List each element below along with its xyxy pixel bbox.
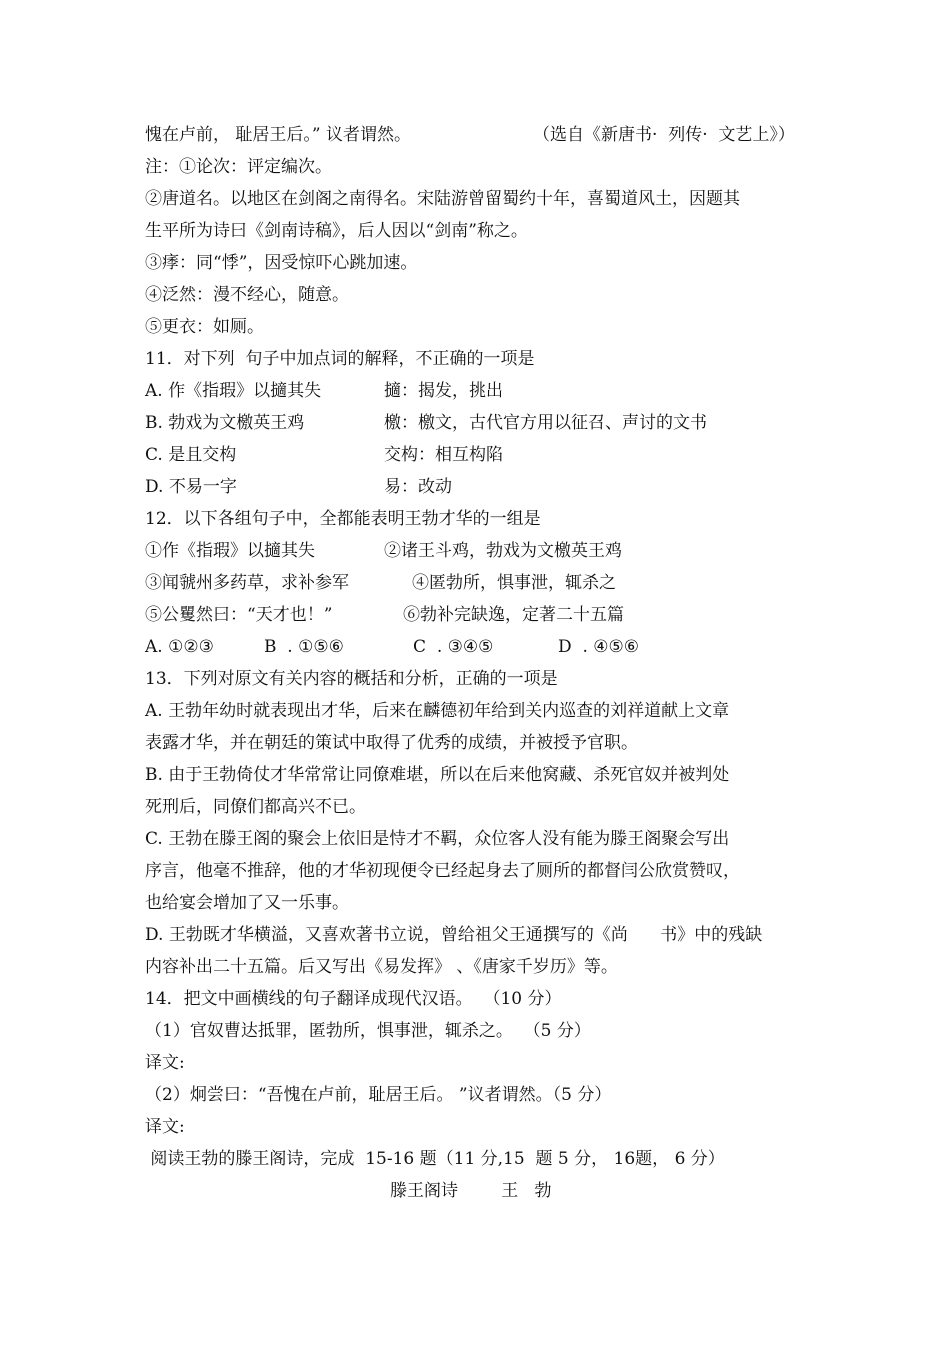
text-line: 也给宴会增加了又一乐事。 [145,893,349,913]
q11-option-left: B. 勃戏为文檄英王鸡 [145,413,305,433]
q11-option-right: 擿：揭发，挑出 [384,381,503,401]
q12-item-right: ②诸王斗鸡，勃戏为文檄英王鸡 [384,541,622,561]
q12-option: C . ③④⑤ [413,637,494,657]
question-14-stem: 14．把文中画横线的句子翻译成现代汉语。 （10 分） [145,989,562,1009]
poem-title: 滕王阁诗 王 勃 [390,1181,552,1201]
q12-item-left: ①作《指瑕》以擿其失 [145,541,315,561]
q12-option: A. ①②③ [145,637,214,657]
text-line: 死刑后，同僚们都高兴不已。 [145,797,366,817]
translation-label: 译文: [145,1053,185,1073]
text-line: 序言，他毫不推辞，他的才华初现便令已经起身去了厕所的都督闫公欣赏赞叹， [145,861,740,881]
text-line: 愧在卢前， 耻居王后。” 议者谓然。 [145,125,411,145]
text-line: C. 王勃在滕王阁的聚会上依旧是恃才不羁，众位客人没有能为滕王阁聚会写出 [145,829,730,849]
question-12-stem: 12．以下各组句子中，全都能表明王勃才华的一组是 [145,509,541,529]
q11-option-right: 檄：檄文，古代官方用以征召、声讨的文书 [384,413,707,433]
note-line: ②唐道名。以地区在剑阁之南得名。宋陆游曾留蜀约十年，喜蜀道风土，因题其 [145,189,740,209]
note-line: ⑤更衣：如厕。 [145,317,264,337]
q12-item-left: ⑤公矍然曰：“天才也！” [145,605,333,625]
q11-option-right: 交构：相互构陷 [384,445,503,465]
note-line: ④泛然：漫不经心，随意。 [145,285,349,305]
question-13-stem: 13．下列对原文有关内容的概括和分析，正确的一项是 [145,669,558,689]
note-line: 注：①论次：评定编次。 [145,157,332,177]
q12-item-right: ④匿勃所，惧事泄，辄杀之 [412,573,616,593]
note-line: 生平所为诗曰《剑南诗稿》，后人因以“剑南”称之。 [145,221,528,241]
text-line: B. 由于王勃倚仗才华常常让同僚难堪，所以在后来他窝藏、杀死官奴并被判处 [145,765,730,785]
q12-item-right: ⑥勃补完缺逸，定著二十五篇 [403,605,624,625]
text-line: A. 王勃年幼时就表现出才华，后来在麟德初年给到关内巡查的刘祥道献上文章 [145,701,730,721]
q12-option: D . ④⑤⑥ [558,637,639,657]
q12-option: B . ①⑤⑥ [264,637,344,657]
question-11-stem: 11．对下列 句子中加点词的解释，不正确的一项是 [145,349,535,369]
q11-option-right: 易：改动 [384,477,452,497]
q11-option-left: D. 不易一字 [145,477,237,497]
q11-option-left: A. 作《指瑕》以擿其失 [145,381,322,401]
translation-label: 译文: [145,1117,185,1137]
text-line: D. 王勃既才华横溢，又喜欢著书立说，曾给祖父王通撰写的《尚 书》中的残缺 [145,925,763,945]
note-line: ③痵：同“悸”，因受惊吓心跳加速。 [145,253,418,273]
q11-option-left: C. 是且交构 [145,445,237,465]
text-line: 内容补出二十五篇。后又写出《易发挥》 、《唐家千岁历》等。 [145,957,618,977]
text-line: （2）炯尝曰：“吾愧在卢前，耻居王后。 ”议者谓然。（5 分） [145,1085,612,1105]
text-line: （1）官奴曹达抵罪，匿勃所，惧事泄，辄杀之。 （5 分） [145,1021,591,1041]
q12-item-left: ③闻虢州多药草，求补参军 [145,573,349,593]
reading-instruction: 阅读王勃的滕王阁诗，完成 15-16 题（11 分,15 题 5 分， 16题， 6 分） [145,1149,725,1169]
source-note: （选自《新唐书· 列传· 文艺上》） [533,125,795,145]
text-line: 表露才华，并在朝廷的策试中取得了优秀的成绩，并被授予官职。 [145,733,638,753]
